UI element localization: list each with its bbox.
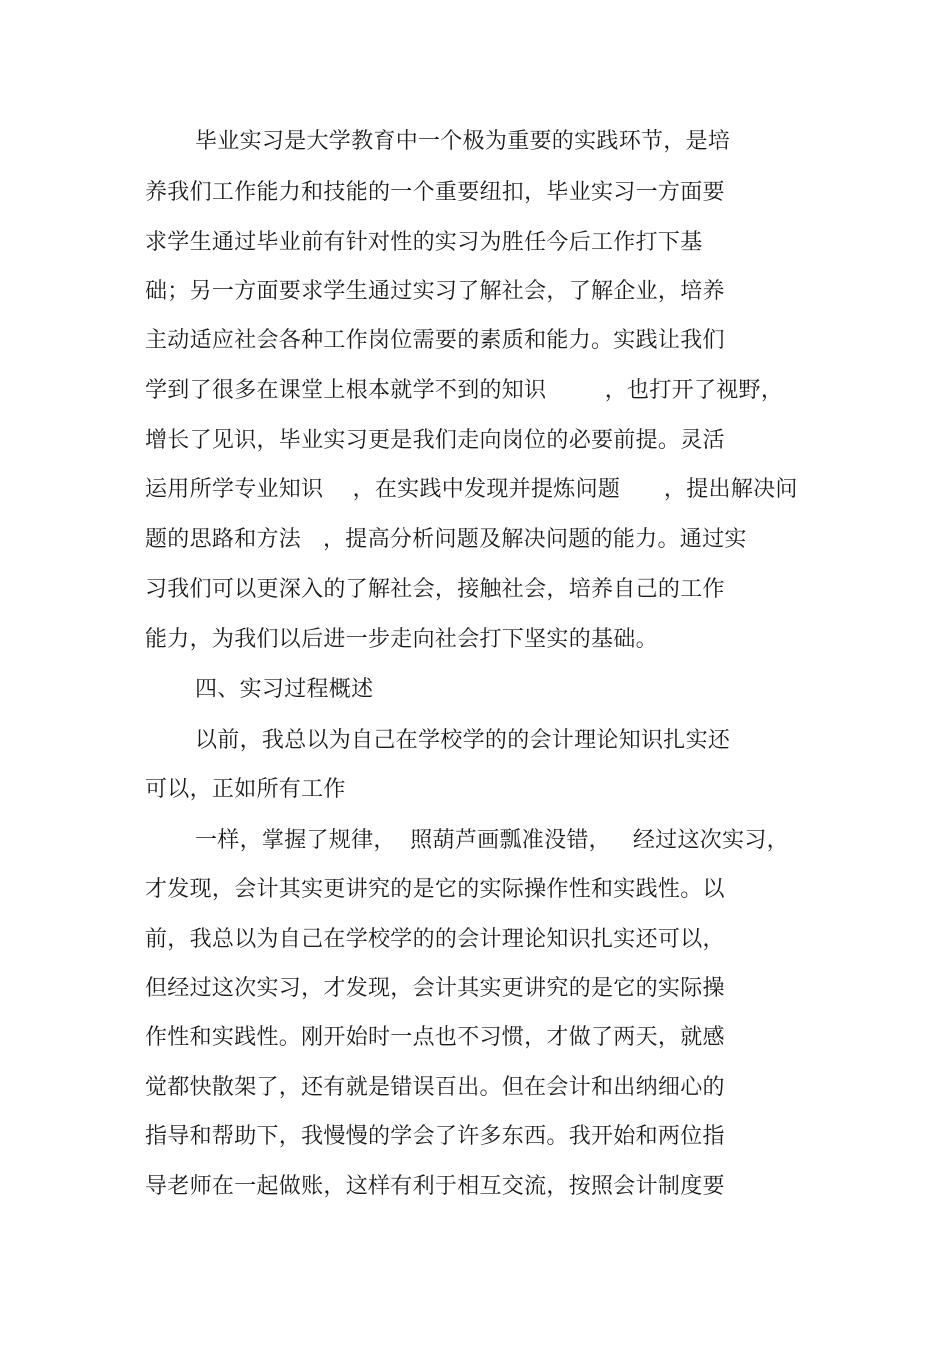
- paragraph-line: 习我们可以更深入的了解社会，接触社会，培养自己的工作: [145, 577, 725, 602]
- paragraph-line: 求学生通过毕业前有针对性的实习为胜任今后工作打下基: [145, 230, 703, 255]
- paragraph-line: 学到了很多在课堂上根本就学不到的知识 ，也打开了视野，: [145, 378, 784, 403]
- paragraph-line: 养我们工作能力和技能的一个重要纽扣，毕业实习一方面要: [145, 180, 725, 205]
- paragraph-line: 但经过这次实习，才发现，会计其实更讲究的是它的实际操: [145, 976, 725, 1001]
- paragraph-line: 导老师在一起做账，这样有利于相互交流，按照会计制度要: [145, 1174, 725, 1199]
- paragraph-line: 础；另一方面要求学生通过实习了解社会，了解企业，培养: [145, 279, 725, 304]
- paragraph-line: 作性和实践性。刚开始时一点也不习惯，才做了两天，就感: [145, 1025, 725, 1050]
- section-heading: 四、实习过程概述: [195, 677, 374, 702]
- paragraph-line: 以前，我总以为自己在学校学的的会计理论知识扎实还: [195, 728, 731, 753]
- paragraph-line: 前，我总以为自己在学校学的的会计理论知识扎实还可以，: [145, 927, 725, 952]
- paragraph-line: 一样，掌握了规律， 照葫芦画瓢准没错， 经过这次实习，: [195, 828, 789, 853]
- paragraph-line: 增长了见识，毕业实习更是我们走向岗位的必要前提。灵活: [145, 428, 725, 453]
- paragraph-line: 毕业实习是大学教育中一个极为重要的实践环节，是培: [195, 129, 731, 154]
- paragraph-line: 指导和帮助下，我慢慢的学会了许多东西。我开始和两位指: [145, 1124, 725, 1149]
- paragraph-line: 运用所学专业知识 ，在实践中发现并提炼问题 ，提出解决问: [145, 477, 798, 502]
- paragraph-line: 才发现，会计其实更讲究的是它的实际操作性和实践性。以: [145, 877, 725, 902]
- paragraph-line: 题的思路和方法 ，提高分析问题及解决问题的能力。通过实: [145, 527, 747, 552]
- paragraph-line: 主动适应社会各种工作岗位需要的素质和能力。实践让我们: [145, 328, 725, 353]
- paragraph-line: 能力，为我们以后进一步走向社会打下坚实的基础。: [145, 627, 658, 652]
- paragraph-line: 可以，正如所有工作: [145, 777, 346, 802]
- paragraph-line: 觉都快散架了，还有就是错误百出。但在会计和出纳细心的: [145, 1075, 725, 1100]
